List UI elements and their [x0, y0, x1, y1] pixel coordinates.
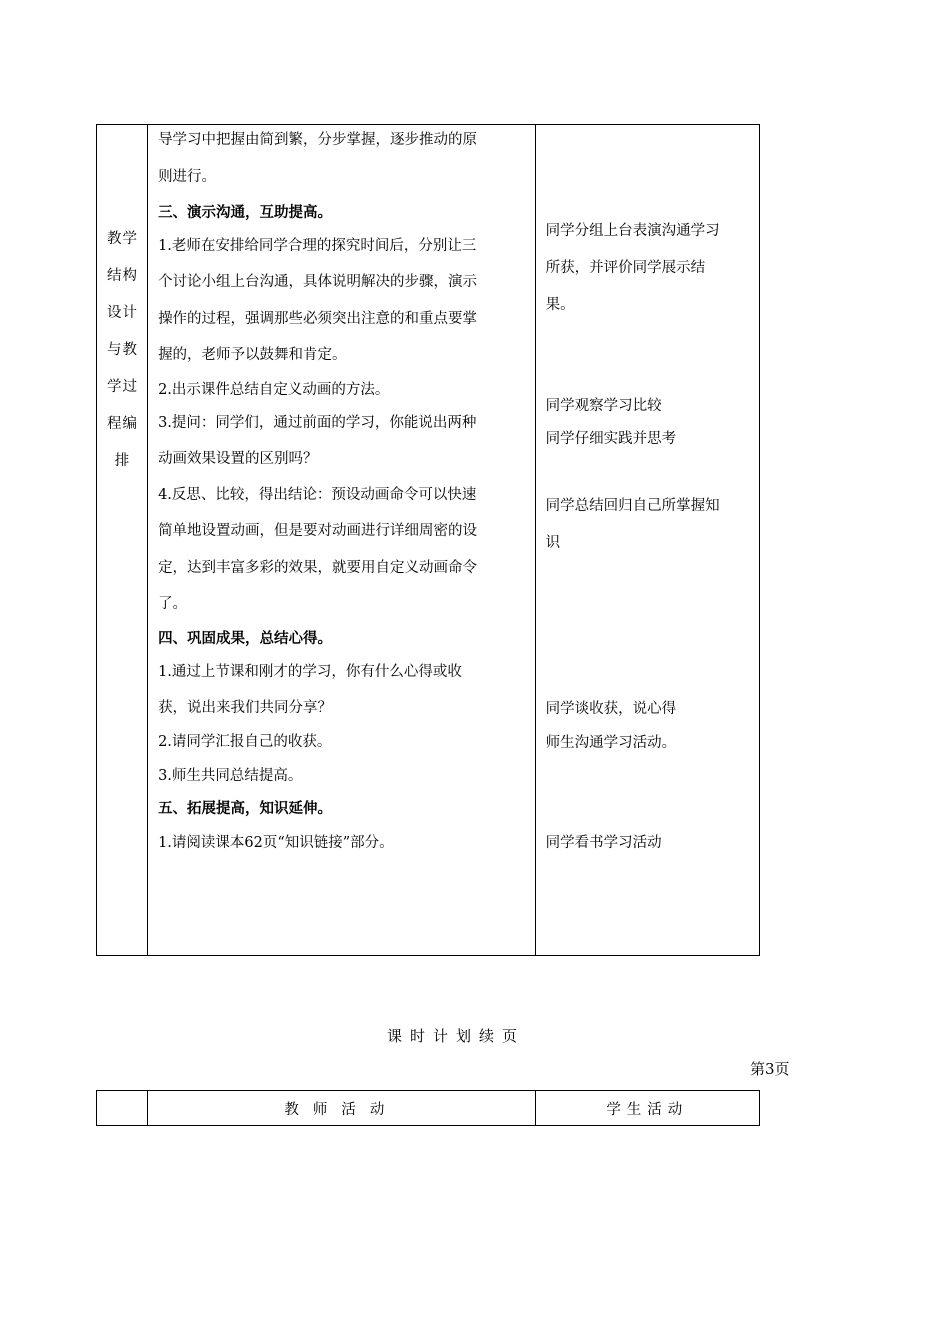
section-heading: 四、巩固成果，总结心得。 [158, 630, 333, 647]
header-teacher-activity: 教师活动 [148, 1091, 536, 1126]
teacher-line: 3.师生共同总结提高。 [158, 768, 303, 784]
teacher-line: 定，达到丰富多彩的效果，就要用自定义动画命令 [158, 560, 478, 576]
teacher-activity-cell [148, 125, 536, 956]
header-blank-cell [97, 1091, 148, 1126]
teacher-line: 2.请同学汇报自己的收获。 [158, 734, 332, 750]
section-label-line: 设计 [107, 305, 138, 321]
teacher-line: 导学习中把握由简到繁，分步掌握，逐步推动的原 [158, 132, 478, 148]
student-line: 同学看书学习活动 [545, 835, 662, 851]
section-label-line: 结构 [107, 268, 138, 284]
teacher-line: 握的，老师予以鼓舞和肯定。 [158, 347, 347, 363]
student-line: 同学仔细实践并思考 [545, 431, 677, 447]
teacher-line: 个讨论小组上台沟通，具体说明解决的步骤，演示 [158, 274, 478, 290]
header-student-activity: 学生活动 [535, 1091, 759, 1126]
student-line: 同学总结回归自己所掌握知 [545, 498, 720, 514]
section-label-cell [97, 125, 148, 956]
student-line: 果。 [545, 297, 575, 313]
lesson-plan-table [96, 124, 760, 956]
section-label [97, 221, 148, 480]
section-heading: 五、拓展提高，知识延伸。 [158, 800, 333, 817]
student-activity-cell [535, 125, 759, 956]
activity-header-table [96, 1090, 760, 1126]
section-label-line: 程编 [107, 416, 138, 432]
student-line: 师生沟通学习活动。 [545, 735, 677, 751]
section-label-line: 与教 [107, 342, 138, 358]
section-heading: 三、演示沟通，互助提高。 [158, 204, 333, 221]
student-line: 所获，并评价同学展示结 [545, 260, 706, 276]
student-line: 识 [545, 535, 561, 551]
page-number: 第3页 [750, 1060, 790, 1078]
teacher-line: 1.老师在安排给同学合理的探究时间后，分别让三 [158, 238, 477, 254]
teacher-line: 4.反思、比较，得出结论：预设动画命令可以快速 [158, 487, 477, 503]
teacher-line: 则进行。 [158, 169, 217, 185]
teacher-line: 1.请阅读课本62页“知识链接”部分。 [158, 835, 394, 851]
teacher-line: 获，说出来我们共同分享？ [158, 700, 333, 716]
section-label-line: 排 [114, 453, 131, 469]
teacher-line: 3.提问：同学们，通过前面的学习，你能说出两种 [158, 415, 477, 431]
section-label-line: 教学 [107, 231, 138, 247]
teacher-line: 操作的过程，强调那些必须突出注意的和重点要掌 [158, 311, 478, 327]
continuation-title: 课时计划续页 [386, 1027, 525, 1045]
student-line: 同学观察学习比较 [545, 398, 662, 414]
teacher-line: 动画效果设置的区别吗？ [158, 451, 318, 467]
student-line: 同学分组上台表演沟通学习 [545, 223, 720, 239]
teacher-line: 1.通过上节课和刚才的学习，你有什么心得或收 [158, 664, 462, 680]
teacher-line: 了。 [158, 596, 188, 612]
student-line: 同学谈收获，说心得 [545, 701, 677, 717]
section-label-line: 学过 [107, 379, 138, 395]
teacher-line: 2.出示课件总结自定义动画的方法。 [158, 382, 390, 398]
teacher-line: 简单地设置动画，但是要对动画进行详细周密的设 [158, 523, 478, 539]
